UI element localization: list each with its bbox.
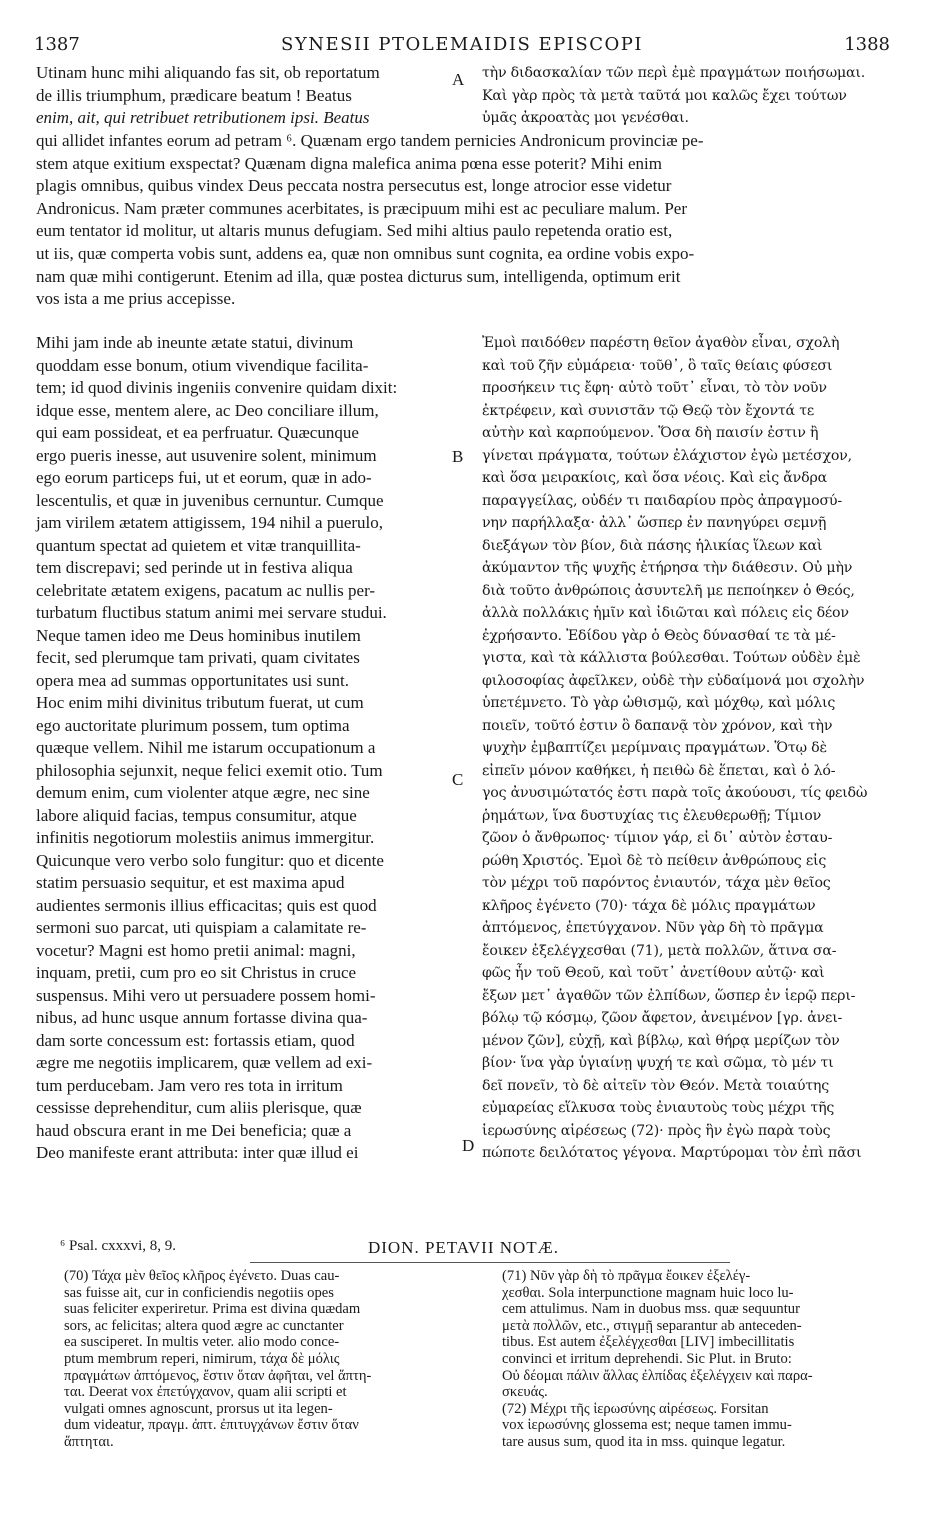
text-line: lescentulis, et quæ in juvenibus cernuntur. Cumque (36, 490, 384, 510)
page-number-right: 1388 (844, 34, 890, 55)
text-line: τὴν διδασκαλίαν τῶν περὶ ἐμὲ πραγμάτων ποιήσωμαι. (482, 65, 866, 81)
text-line: γος ἀνυσιμώτατός ἐστι παρὰ τοῖς ἀκούουσι, τίς φειδὼ (482, 785, 868, 801)
text-line: ρώθη Χριστός. Ἐμοὶ δὲ τὸ πείθειν ἀνθρώπους εἰς (482, 852, 827, 869)
text-line: sors, ac felicitas; altera quod ægre ac cunctanter (64, 1317, 344, 1334)
text-line: stem atque exitium exspectat? Quænam digna malefica anima pœna esse poterit? Mihi enim (36, 153, 662, 173)
text-line: γιστα, καὶ τὰ κάλλιστα βούλεσθαι. Τούτων οὐδὲν ἐμὲ (482, 650, 861, 666)
text-line: (70) Τάχα μὲν θεῖος κλῆρος ἐγένετο. Duas cau- (64, 1268, 340, 1284)
text-line: εἰπεῖν μόνον καθήκει, ἡ πειθὼ δὲ ἕπεται, καὶ ὁ λό- (482, 762, 836, 779)
text-line: ἀκύμαντον τῆς ψυχῆς ἐτήρησα τὴν διάθεσιν. Οὐ μὴν (482, 560, 853, 576)
text-line: Andronicus. Nam præter communes acerbitates, is præcipuum mihi est ac peculiare malum. Per (36, 198, 688, 218)
text-line: φῶς ἦν τοῦ Θεοῦ, καὶ τοῦτ᾽ ἀνετίθουν αὐτῷ· καὶ (482, 965, 825, 981)
text-line: μετὰ πολλῶν, etc., στιγμῇ separantur ab anteceden- (502, 1317, 802, 1334)
text-line: ἔξων μετ᾽ ἀγαθῶν τῶν ἐλπίδων, ὥσπερ ἐν ἱερῷ περι- (482, 987, 856, 1004)
text-line: vox ἱερωσύνης glossema est; neque tamen immu- (502, 1417, 792, 1434)
text-line: φιλοσοφίας ἀφεῖλκεν, οὐδὲ τὴν εὐδαίμονά μοι σχολὴν (482, 672, 865, 689)
text-line: διεξάγων τὸν βίον, διὰ πάσης ἡλικίας ἵλεων καὶ (482, 537, 823, 554)
greek-column (482, 332, 897, 1165)
text-line: idque esse, mentem alere, ac Deo conciliare illum, (36, 400, 379, 420)
text-line: cessisse deprehenditur, cum aliis plerisque, quæ (36, 1098, 362, 1117)
running-title: SYNESII PTOLEMAIDIS EPISCOPI (281, 34, 643, 55)
text-line: ἅπτηται. (64, 1433, 114, 1450)
margin-letter-c: C (452, 770, 464, 789)
text-line: καὶ ὅσα μειρακίοις, καὶ ὅσα νέοις. Καὶ εἰς ἄνδρα (482, 470, 827, 486)
notes-divider (250, 1262, 730, 1263)
text-line: nibus, ad hunc usque annum fortasse divina qua- (36, 1008, 368, 1027)
text-line: sas fuisse ait, cur in conficiendis negotiis opes (64, 1284, 334, 1301)
running-header (32, 34, 892, 60)
text-line: tibus. Est autem ἐξελέγχεσθαι [LIV] imbecillitatis (502, 1334, 795, 1351)
text-line: κλῆρος ἐγένετο (70)· τάχα δὲ μόλις πραγμάτων (482, 897, 816, 914)
text-line: καὶ τοῦ ζῆν εὐμάρεια· τοῦθ᾽, ὃ ταῖς θείαις φύσεσι (482, 357, 833, 374)
text-line: quæque vellem. Nihil me istarum occupationum a (36, 738, 376, 757)
text-line: ea susciperet. In multis veter. alio modo conce- (64, 1334, 340, 1351)
margin-letter-b: B (452, 447, 464, 466)
text-line: ἐχρήσαντο. Ἐδίδου γὰρ ὁ Θεὸς δύνασθαί τε τὰ μέ- (482, 627, 836, 644)
text-line: Mihi jam inde ab ineunte ætate statui, divinum (36, 333, 354, 352)
page-number-left: 1387 (34, 34, 80, 55)
text-line: ὑμᾶς ἀκροατὰς μοι γενέσθαι. (482, 110, 689, 127)
text-line: μένον ζῶν], εὐχῇ, καὶ βίβλῳ, καὶ θήρᾳ μερίζων τὸν (482, 1032, 840, 1049)
footnote: ⁶ Psal. cxxxvi, 8, 9. (60, 1238, 177, 1254)
text-line: vocetur? Magni est homo pretii animal: magni, (36, 940, 356, 960)
text-line: vos ista a me prius accepisse. (36, 289, 236, 309)
text-line: ἱερωσύνης αἱρέσεως (72)· πρὸς ἣν ἐγὼ παρὰ τοὺς (482, 1122, 831, 1139)
text-line: εὐμαρείας εἵλκυσα τοὺς ἐνιαυτοὺς τοὺς μέχρι τῆς (482, 1100, 835, 1116)
text-line: ἐκτρέφειν, καὶ συνιστᾶν τῷ Θεῷ τὸν ἔχοντά τε (482, 402, 815, 419)
text-line: jam virilem ætatem attigissem, 194 nihil a puerulo, (36, 513, 384, 532)
text-line: enim, ait, qui retribuet retributionem ipsi. Beatus (36, 108, 370, 128)
text-line: quantum spectat ad quietem et vitæ tranquillita- (36, 535, 361, 555)
text-line: ῥημάτων, ἵνα δυστυχίας τις ἐλευθερωθῇ; Τίμιον (482, 807, 822, 824)
text-line: παραγγείλας, οὐδέν τι παιδαρίου πρὸς ἀπραγμοσύ- (482, 492, 842, 509)
text-line: Καὶ γὰρ πρὸς τὰ μετὰ ταῦτά μοι καλῶς ἔχει τούτων (482, 87, 847, 104)
text-line: vulgati omnes agnoscunt, prorsus ut ita legen- (64, 1400, 333, 1417)
text-line: qui allidet infantes eorum ad petram ⁶. Quænam ergo tandem pernicies Andronicum provinciæ pe- (36, 131, 704, 150)
text-line: labore aliquid facias, tempus consumitur, atque (36, 805, 357, 825)
text-line: Deo manifeste erant attributa: inter quæ illud ei (36, 1143, 359, 1162)
text-line: tem discrepavi; sed perinde ut in festiva aliqua (36, 558, 353, 577)
text-line: suas feliciter experiretur. Prima est divina quædam (64, 1301, 361, 1318)
text-line: dum videatur, πραγμ. ἀπτ. ἐπιτυγχάνων ἔστιν ὅταν (64, 1417, 359, 1434)
text-line: ψυχὴν ἐμβαπτίζει μερίμναις πραγμάτων. Ὅτῳ δὲ (482, 740, 827, 756)
text-line: plagis omnibus, quibus vindex Deus peccata nostra persecutus est, longe atrocior esse videtur (36, 176, 672, 196)
text-line: Οὐ δέομαι πάλιν ἄλλας ἐλπίδας ἐξελέγχειν καὶ παρα- (502, 1367, 813, 1384)
text-line: σκευάς. (502, 1384, 548, 1401)
top-latin-fragment (36, 62, 456, 130)
text-line: opera mea ad summas opportunitates usi sunt. (36, 670, 350, 690)
text-line: fecit, sed plerumque tam privati, quam civitates (36, 648, 360, 667)
text-line: Utinam hunc mihi aliquando fas sit, ob reportatum (36, 63, 380, 82)
text-line: πραγμάτων ἀπτόμενος, ἔστιν ὅταν ἀφῆται, vel ἅπτη- (64, 1367, 372, 1384)
text-line: demum enim, cum violenter atque ægre, nec sine (36, 783, 370, 802)
text-line: suspensus. Mihi vero ut persuadere possem homi- (36, 985, 376, 1005)
text-line: τὸν μέχρι τοῦ παρόντος ἐνιαυτόν, τάχα μὲν θεῖος (482, 875, 831, 891)
text-line: Hoc enim mihi divinitus tributum fuerat, ut cum (36, 693, 364, 712)
text-line: tare ausus sum, quod ita in mss. quinque legatur. (502, 1433, 786, 1450)
text-line: ται. Deerat vox ἐπετύγχανον, quam alii scripti et (64, 1384, 347, 1401)
text-line: βίον· ἵνα γὰρ ὑγιαίνῃ ψυχή τε καὶ σῶμα, τὸ μέν τι (482, 1055, 834, 1071)
text-line: haud obscura erant in me Dei beneficia; quæ a (36, 1120, 352, 1140)
text-line: προσήκειν τις ἔφη· αὐτὸ τοῦτ᾽ εἶναι, τὸ τὸν νοῦν (482, 380, 827, 396)
text-line: quoddam esse bonum, otium vivendique facilita- (36, 355, 369, 375)
text-line: turbatum fluctibus statum animi mei servare studui. (36, 603, 387, 622)
margin-letter-d: D (462, 1136, 475, 1155)
text-line: χεσθαι. Sola interpunctione magnam huic loco lu- (502, 1284, 794, 1301)
text-line: ζῶον ὁ ἄνθρωπος· τίμιον γάρ, εἰ δι᾽ αὐτὸν ἐσταυ- (482, 830, 833, 846)
full-width-paragraph (36, 130, 896, 311)
text-line: ὑπετέμνετο. Τὸ γὰρ ὠθισμῷ, καὶ μόχθῳ, καὶ μόλις (482, 695, 836, 711)
text-line: νην παρήλλαξα· ἀλλ᾽ ὥσπερ ἐν πανηγύρει σεμνῇ (482, 515, 827, 531)
margin-letter-a: A (452, 70, 465, 89)
text-line: ποιεῖν, τοῦτό ἐστιν ὃ δαπανᾷ τὸν χρόνον, καὶ τὴν (482, 717, 833, 734)
text-line: nam quæ mihi contigerunt. Etenim ad illa, quæ postea dicturus sum, intelligenda, optimum erit (36, 266, 681, 286)
top-greek-fragment (482, 62, 892, 130)
text-line: philosophia sejunxit, neque felici exemit otio. Tum (36, 760, 383, 780)
text-line: ἀπτόμενος, ἐπετύγχανον. Νῦν γὰρ δὴ τὸ πρᾶγμα (482, 920, 824, 936)
text-line: πώποτε δειλότατος γέγονα. Μαρτύρομαι τὸν ἐπὶ πᾶσι (482, 1145, 862, 1161)
text-line: (71) Νῦν γὰρ δὴ τὸ πρᾶγμα ἔοικεν ἐξελέγ- (502, 1268, 751, 1284)
text-line: sermoni suo parcat, uti quispiam a calamitate re- (36, 918, 367, 937)
latin-column (36, 332, 456, 1165)
text-line: ægre me negotiis implicarem, quæ vellem ad exi- (36, 1053, 373, 1072)
text-line: ἀλλὰ πολλάκις ἡμῖν καὶ ἰδιῶται καὶ πόλεις εἰς δέον (482, 605, 849, 621)
text-line: inquam, pretii, cum pro eo sit Christus in cruce (36, 963, 357, 982)
text-line: celebritate ætatem exigens, pacatum ac nullis per- (36, 580, 376, 600)
text-line: δεῖ πονεῖν, τὸ δὲ αἰτεῖν τὸν Θεόν. Μετὰ τοιαύτης (482, 1077, 829, 1094)
text-line: infinitis negotiorum molestiis animus immergitur. (36, 828, 375, 847)
text-line: Ἐμοὶ παιδόθεν παρέστη θεῖον ἀγαθὸν εἶναι, σχολὴ (482, 335, 840, 351)
text-line: γίνεται πράγματα, τούτων ἐλάχιστον ἐγὼ μετέσχον, (482, 447, 852, 464)
text-line: qui eam possideat, et ea perfruatur. Quæcunque (36, 423, 359, 442)
text-line: ut iis, quæ comperta vobis sunt, addens ea, quæ non omnibus sunt cognita, ea ordine vobis expo- (36, 243, 695, 263)
text-line: tum perducebam. Jam vero res tota in irritum (36, 1075, 343, 1095)
notes-left-column (64, 1268, 464, 1451)
text-line: de illis triumphum, prædicare beatum ! Beatus (36, 85, 352, 105)
text-line: αὐτὴν καὶ καρπούμενον. Ὅσα δὴ παισίν ἐστιν ἢ (482, 425, 819, 441)
text-line: ἔοικεν ἐξελέγχεσθαι (71), μετὰ πολλῶν, ἅτινα σα- (482, 942, 837, 959)
text-line: dam sorte concessum est: fortassis etiam, quod (36, 1030, 355, 1050)
text-line: statim persuasio sequitur, et est maxima apud (36, 873, 345, 892)
text-line: ego auctoritate plurimum possem, tum optima (36, 715, 350, 735)
text-line: audientes sermonis illius efficacitas; quis est quod (36, 895, 377, 915)
text-line: (72) Μέχρι τῆς ἱερωσύνης αἱρέσεως. Forsitan (502, 1400, 769, 1417)
text-line: ego eorum particeps fui, ut et eorum, quæ in ado- (36, 468, 372, 487)
text-line: eum tentator id molitur, ut altaris munus defugiam. Sed mihi altius paulo repetenda oratio est, (36, 221, 673, 241)
text-line: ergo pueris inesse, aut usuvenire solent, minimum (36, 445, 377, 465)
text-line: βόλῳ τῷ κόσμῳ, ζῶον ἄφετον, ἀνειμένον [γρ. ἀνει- (482, 1010, 843, 1026)
notes-title: DION. PETAVII NOTÆ. (367, 1238, 560, 1257)
text-line: convinci et irritum deprehendi. Sic Plut. in Bruto: (502, 1350, 792, 1367)
text-line: tem; id quod divinis ingeniis convenire quidam dixit: (36, 378, 398, 397)
text-line: ptum membrum reperi, nimirum, τάχα δὲ μόλις (64, 1350, 340, 1367)
notes-right-column (502, 1268, 902, 1451)
text-line: cem attulimus. Nam in duobus mss. quæ sequuntur (502, 1301, 800, 1318)
text-line: Quicunque vero verbo solo fungitur: quo et dicente (36, 850, 384, 870)
text-line: Neque tamen ideo me Deus hominibus inutilem (36, 625, 361, 645)
text-line: διὰ τοῦτο ἀνθρώποις ἀσυντελῆ με πεποίηκεν ὁ Θεός, (482, 582, 855, 599)
